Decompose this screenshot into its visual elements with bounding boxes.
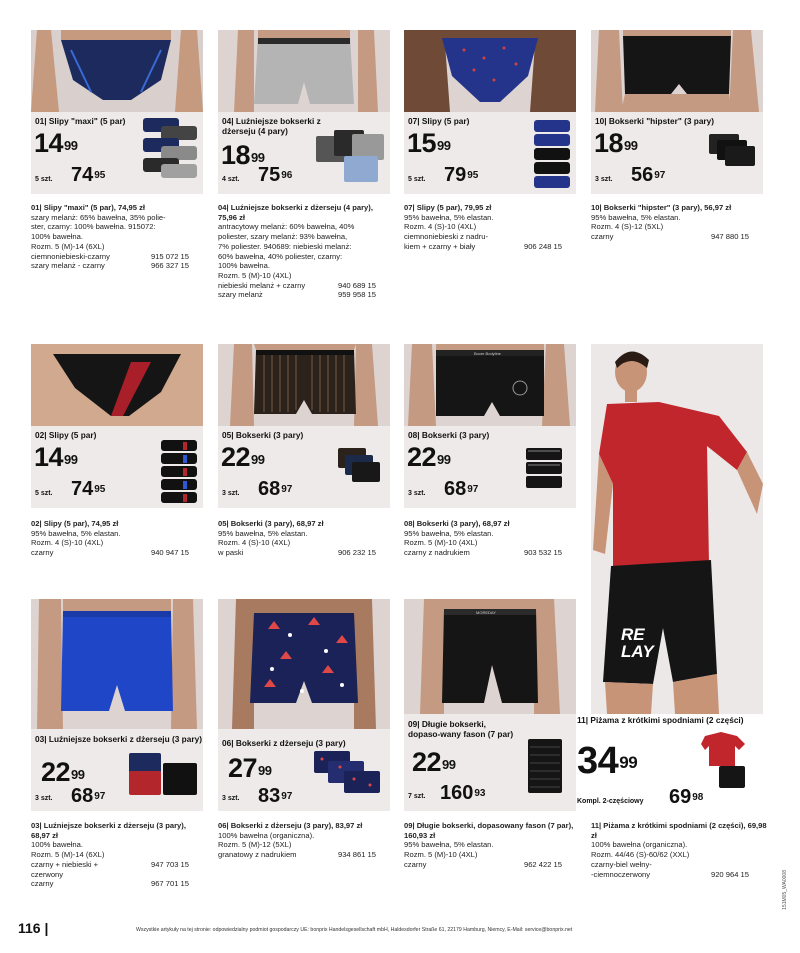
set-price: $83^{97}$ bbox=[258, 785, 293, 807]
variant-row: czarny 962 422 15 bbox=[404, 859, 562, 869]
product-card-09[interactable] bbox=[404, 599, 576, 811]
set-quantity: 7 szt. bbox=[408, 793, 426, 800]
product-description-01: 01| Slipy "maxi" (5 par), 74,95 zł szary melanż: 65% bawełna, 35% polie- ster, czarny: 100% bawełna. 915072: 100% bawełna. Rozm. 5 (M)-14 (6XL) ciemnoniebieski-czarny 915 072 15 szary melanż - czarny 966 327 15 bbox=[31, 203, 207, 271]
set-price: $68^{97}$ bbox=[258, 478, 293, 500]
product-description-06: 06| Bokserki z dżerseju (3 pary), 83,97 zł 100% bawełna (organiczna). Rozm. 5 (M)-12 (5XL) granatowy z nadrukiem 934 861 15 bbox=[218, 821, 394, 860]
set-price: $56^{97}$ bbox=[631, 164, 666, 186]
pack-thumbnail bbox=[314, 751, 384, 802]
product-photo-01 bbox=[31, 30, 203, 112]
pack-thumbnail bbox=[709, 134, 755, 173]
product-card-08[interactable] bbox=[404, 344, 576, 508]
set-quantity: 3 szt. bbox=[35, 795, 53, 802]
set-price: $79^{95}$ bbox=[444, 164, 479, 186]
set-quantity: 3 szt. bbox=[408, 490, 426, 497]
product-description-11: 11| Piżama z krótkimi spodniami (2 części), 69,98 zł 100% bawełna (organiczna). Rozm. 44/46 (S)-60/62 (XXL) czarny-biel wełny- -ciemnoczerwony 920 964 15 bbox=[591, 821, 767, 879]
product-description-10: 10| Bokserki "hipster" (3 pary), 56,97 zł 95% bawełna, 5% elastan. Rozm. 4 (S)-12 (5XL) czarny 947 880 15 bbox=[591, 203, 767, 242]
product-description-08: 08| Bokserki (3 pary), 68,97 zł 95% bawełna, 5% elastan. Rozm. 5 (M)-10 (4XL) czarny z nadrukiem 903 532 15 bbox=[404, 519, 580, 558]
product-description-07: 07| Slipy (5 par), 79,95 zł 95% bawełna, 5% elastan. Rozm. 4 (S)-10 (4XL) ciemnoniebieski z nadru- kiem + czarny + biały 906 248 15 bbox=[404, 203, 580, 252]
set-price: $75^{96}$ bbox=[258, 164, 293, 186]
svg-text:MOREDAY: MOREDAY bbox=[476, 610, 496, 615]
set-quantity: 5 szt. bbox=[35, 176, 53, 183]
product-label: 03| Luźniejsze bokserki z dżerseju (3 pary) bbox=[35, 734, 202, 744]
pack-thumbnail bbox=[701, 732, 749, 797]
variant-row: czarny + niebieski + 947 703 15 bbox=[31, 859, 189, 869]
unit-price: $34^{99}$ bbox=[577, 740, 638, 782]
product-photo-10 bbox=[591, 30, 763, 112]
product-label: 05| Bokserki (3 pary) bbox=[222, 430, 304, 440]
pack-thumbnail bbox=[338, 448, 380, 489]
product-card-03[interactable] bbox=[31, 599, 203, 811]
unit-price: $22^{99}$ bbox=[412, 747, 456, 777]
pack-thumbnail bbox=[532, 118, 572, 194]
product-description-05: 05| Bokserki (3 pary), 68,97 zł 95% bawełna, 5% elastan. Rozm. 4 (S)-10 (4XL) w paski 906 232 15 bbox=[218, 519, 394, 558]
product-photo-09 bbox=[404, 599, 576, 714]
variant-row: czarny 947 880 15 bbox=[591, 232, 749, 242]
legal-footer: Wszystkie artykuły na tej stronie: odpowiedzialny podmiot gospodarczy UE: bonprix Handelsgesellschaft mbH, Haldesdorfer Straße 61, 22179 Hamburg, Niemcy, E-Mail: service@bonprix.net bbox=[136, 927, 573, 933]
product-description-09: 09| Długie bokserki, dopasowany fason (7 par), 160,93 zł 95% bawełna, 5% elastan. Rozm. 5 (M)-10 (4XL) czarny 962 422 15 bbox=[404, 821, 580, 870]
unit-price: $27^{99}$ bbox=[228, 753, 272, 783]
product-card-02[interactable] bbox=[31, 344, 203, 508]
pack-thumbnail bbox=[141, 118, 199, 185]
variant-row: szary melanż 959 958 15 bbox=[218, 290, 376, 300]
product-card-05[interactable] bbox=[218, 344, 390, 508]
variant-row: czerwony bbox=[31, 869, 64, 879]
set-quantity: Kompl. 2-częściowy bbox=[577, 798, 644, 805]
set-price: $74^{95}$ bbox=[71, 164, 106, 186]
variant-row: szary melanż - czarny 966 327 15 bbox=[31, 261, 189, 271]
pack-thumbnail bbox=[129, 753, 199, 804]
product-label: 06| Bokserki z dżerseju (3 pary) bbox=[222, 738, 346, 748]
unit-price: $15^{99}$ bbox=[407, 128, 451, 158]
unit-price: $18^{99}$ bbox=[594, 128, 638, 158]
product-label: 09| Długie bokserki, dopaso-wany fason (7 par) bbox=[408, 719, 514, 739]
product-label: 02| Slipy (5 par) bbox=[35, 430, 97, 440]
set-quantity: 3 szt. bbox=[595, 176, 613, 183]
set-price: $68^{97}$ bbox=[71, 785, 106, 807]
unit-price: $14^{99}$ bbox=[34, 128, 78, 158]
svg-text:Boxer Bodyline: Boxer Bodyline bbox=[474, 351, 501, 356]
set-price: $74^{95}$ bbox=[71, 478, 106, 500]
pack-thumbnail bbox=[159, 440, 199, 508]
set-quantity: 3 szt. bbox=[222, 795, 240, 802]
product-description-03: 03| Luźniejsze bokserki z dżerseju (3 pary), 68,97 zł 100% bawełna. Rozm. 5 (M)-14 (6XL) czarny + niebieski + 947 703 15 czerwony czarny 967 701 15 bbox=[31, 821, 207, 889]
pajama-price-panel bbox=[577, 714, 763, 812]
unit-price: $22^{99}$ bbox=[41, 757, 85, 787]
product-card-06[interactable] bbox=[218, 599, 390, 811]
unit-price: $22^{99}$ bbox=[221, 442, 265, 472]
product-card-10[interactable] bbox=[591, 30, 763, 194]
pajama-model-photo bbox=[591, 344, 763, 714]
product-card-07[interactable] bbox=[404, 30, 576, 194]
pack-thumbnail bbox=[528, 739, 564, 800]
unit-price: $18^{99}$ bbox=[221, 140, 265, 170]
product-photo-06 bbox=[218, 599, 390, 729]
product-description-02: 02| Slipy (5 par), 74,95 zł 95% bawełna, 5% elastan. Rozm. 4 (S)-10 (4XL) czarny 940 947 15 bbox=[31, 519, 207, 558]
product-label: 04| Luźniejsze bokserki z dżerseju (4 pary) bbox=[222, 116, 321, 136]
variant-row: kiem + czarny + biały 906 248 15 bbox=[404, 241, 562, 251]
product-photo-04 bbox=[218, 30, 390, 112]
set-quantity: 5 szt. bbox=[35, 490, 53, 497]
product-label: 11| Piżama z krótkimi spodniami (2 części) bbox=[577, 715, 744, 725]
product-photo-05 bbox=[218, 344, 390, 426]
pack-thumbnail bbox=[526, 448, 566, 493]
product-description-04: 04| Luźniejsze bokserki z dżerseju (4 pary), 75,96 zł antracytowy melanż: 60% bawełna, 40% poliester, szary melanż: 93% bawełna, 7% poliester. 940689: niebieski melanż: 60% bawełna, 40% poliester, czarny: 100% bawełna. Rozm. 5 (M)-10 (4XL) niebieski melanż + czarny 940 689 15 szary melanż 959 958 15 bbox=[218, 203, 394, 300]
product-card-11[interactable] bbox=[591, 344, 763, 714]
page-number: 116 | bbox=[18, 920, 49, 936]
product-photo-08 bbox=[404, 344, 576, 426]
product-card-01[interactable] bbox=[31, 30, 203, 194]
product-card-04[interactable] bbox=[218, 30, 390, 194]
product-photo-02 bbox=[31, 344, 203, 426]
pack-thumbnail bbox=[316, 130, 386, 189]
product-label: 01| Slipy "maxi" (5 par) bbox=[35, 116, 126, 126]
set-quantity: 5 szt. bbox=[408, 176, 426, 183]
variant-row: czarny 940 947 15 bbox=[31, 548, 189, 558]
catalog-code: 151M05_WA0008 bbox=[782, 870, 788, 910]
variant-row: czarny 967 701 15 bbox=[31, 879, 189, 889]
variant-row: granatowy z nadrukiem 934 861 15 bbox=[218, 850, 376, 860]
product-photo-07 bbox=[404, 30, 576, 112]
variant-row: niebieski melanż + czarny 940 689 15 bbox=[218, 280, 376, 290]
product-photo-03 bbox=[31, 599, 203, 729]
variant-row: ciemnoniebieski-czarny 915 072 15 bbox=[31, 251, 189, 261]
variant-row: -ciemnoczerwony 920 964 15 bbox=[591, 869, 749, 879]
set-price: $69^{98}$ bbox=[669, 786, 704, 808]
unit-price: $14^{99}$ bbox=[34, 442, 78, 472]
unit-price: $22^{99}$ bbox=[407, 442, 451, 472]
product-label: 07| Slipy (5 par) bbox=[408, 116, 470, 126]
set-quantity: 4 szt. bbox=[222, 176, 240, 183]
product-label: 10| Bokserki "hipster" (3 pary) bbox=[595, 116, 715, 126]
set-quantity: 3 szt. bbox=[222, 490, 240, 497]
pajama-print-text: RE LAY bbox=[621, 625, 654, 661]
variant-row: czarny z nadrukiem 903 532 15 bbox=[404, 548, 562, 558]
product-label: 08| Bokserki (3 pary) bbox=[408, 430, 490, 440]
set-price: $160^{93}$ bbox=[440, 782, 486, 804]
set-price: $68^{97}$ bbox=[444, 478, 479, 500]
variant-row: w paski 906 232 15 bbox=[218, 548, 376, 558]
